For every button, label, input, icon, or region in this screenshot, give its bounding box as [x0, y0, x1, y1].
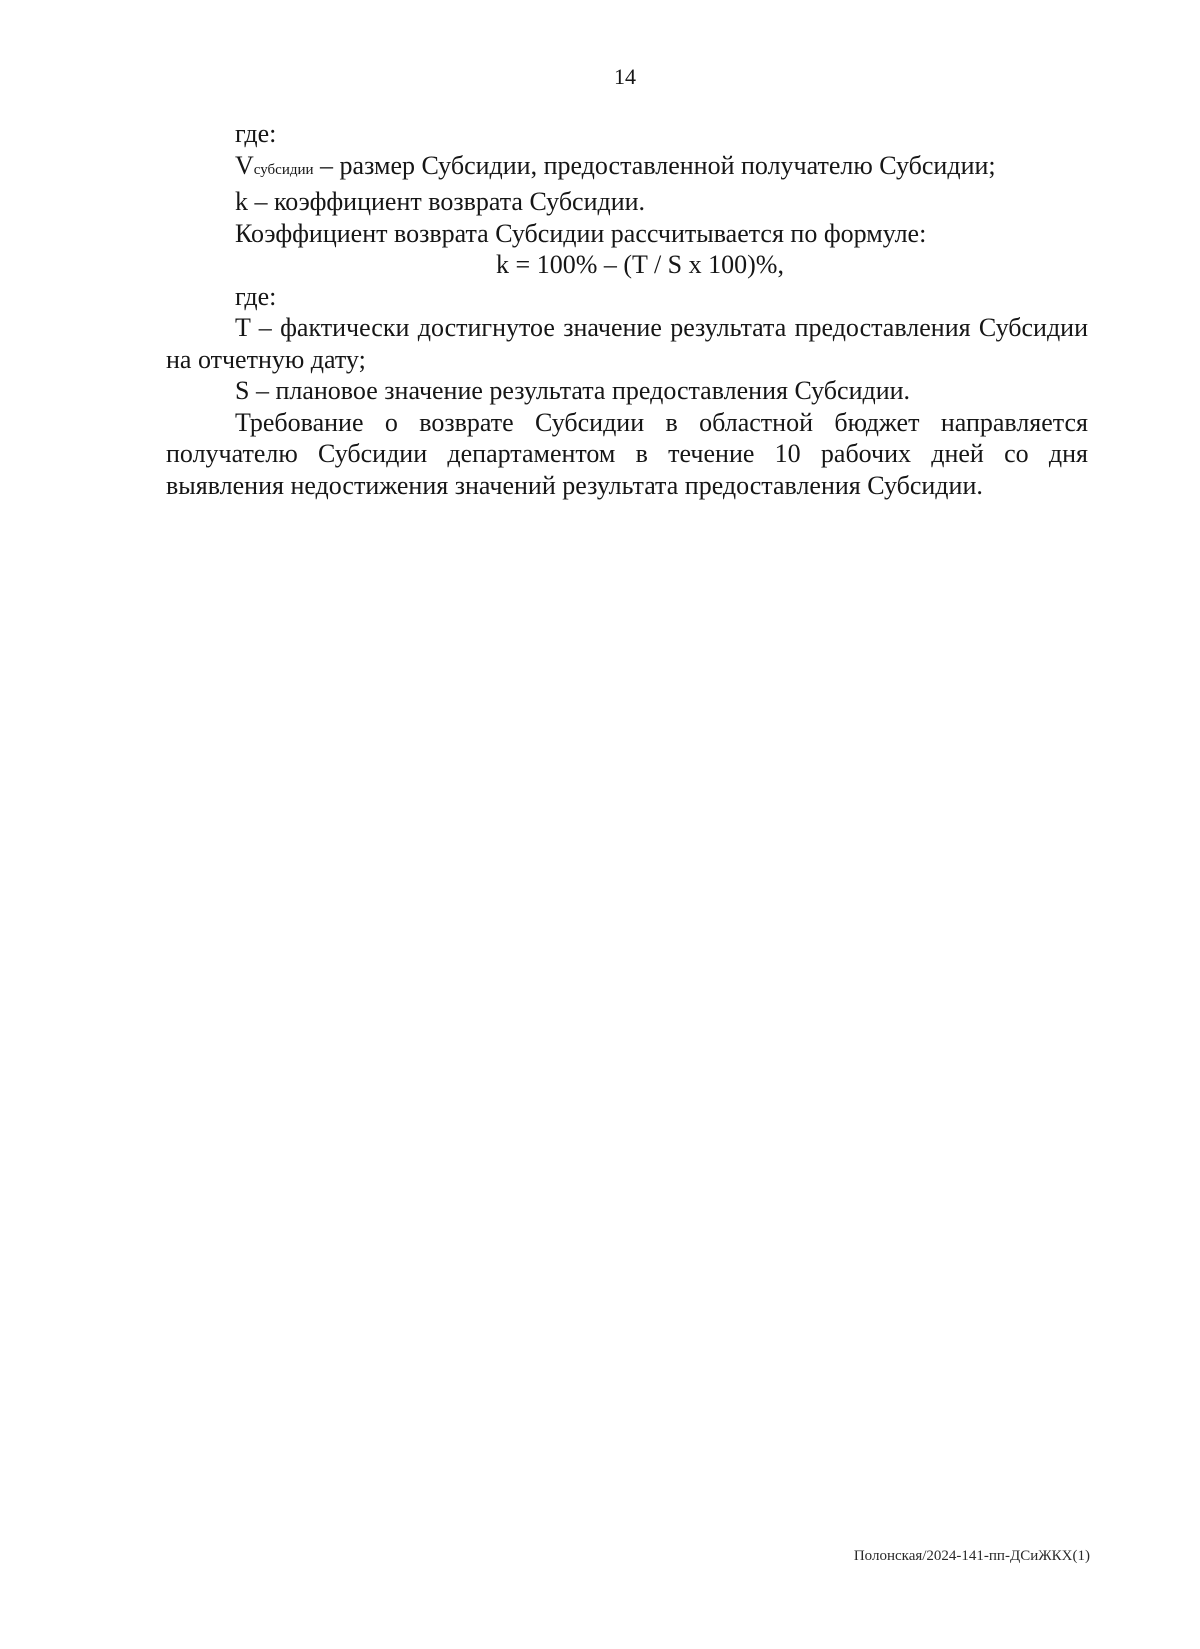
k-definition: k – коэффициент возврата Субсидии. [235, 187, 646, 216]
v-definition [166, 150, 1088, 187]
where-label-1: где: [235, 119, 277, 148]
document-body [166, 118, 1088, 501]
document-code: Полонская/2024-141-пп-ДСиЖКХ(1) [853, 1548, 1090, 1564]
v-subscript: субсидии [253, 161, 314, 178]
requirement-paragraph: Требование о возврате Субсидии в областной бюджет направляется получателю Субсидии департаментом в течение 10 рабочих дней со дня выявления недостижения значений результата предоставления Субсидии. [166, 407, 1088, 500]
page-number: 14 [614, 64, 636, 89]
where-label-2: где: [235, 281, 277, 311]
formula: k = 100% – (T / S x 100)%, [496, 250, 784, 279]
v-definition-text: – размер Субсидии, предоставленной получателю Субсидии; [313, 150, 996, 180]
formula-intro: Коэффициент возврата Субсидии рассчитывается по формуле: [235, 218, 927, 248]
v-symbol: V [235, 150, 254, 180]
s-definition: S – плановое значение результата предоставления Субсидии. [235, 376, 911, 405]
t-definition: T – фактически достигнутое значение результата предоставления Субсидии на отчетную дату; [166, 313, 1088, 374]
